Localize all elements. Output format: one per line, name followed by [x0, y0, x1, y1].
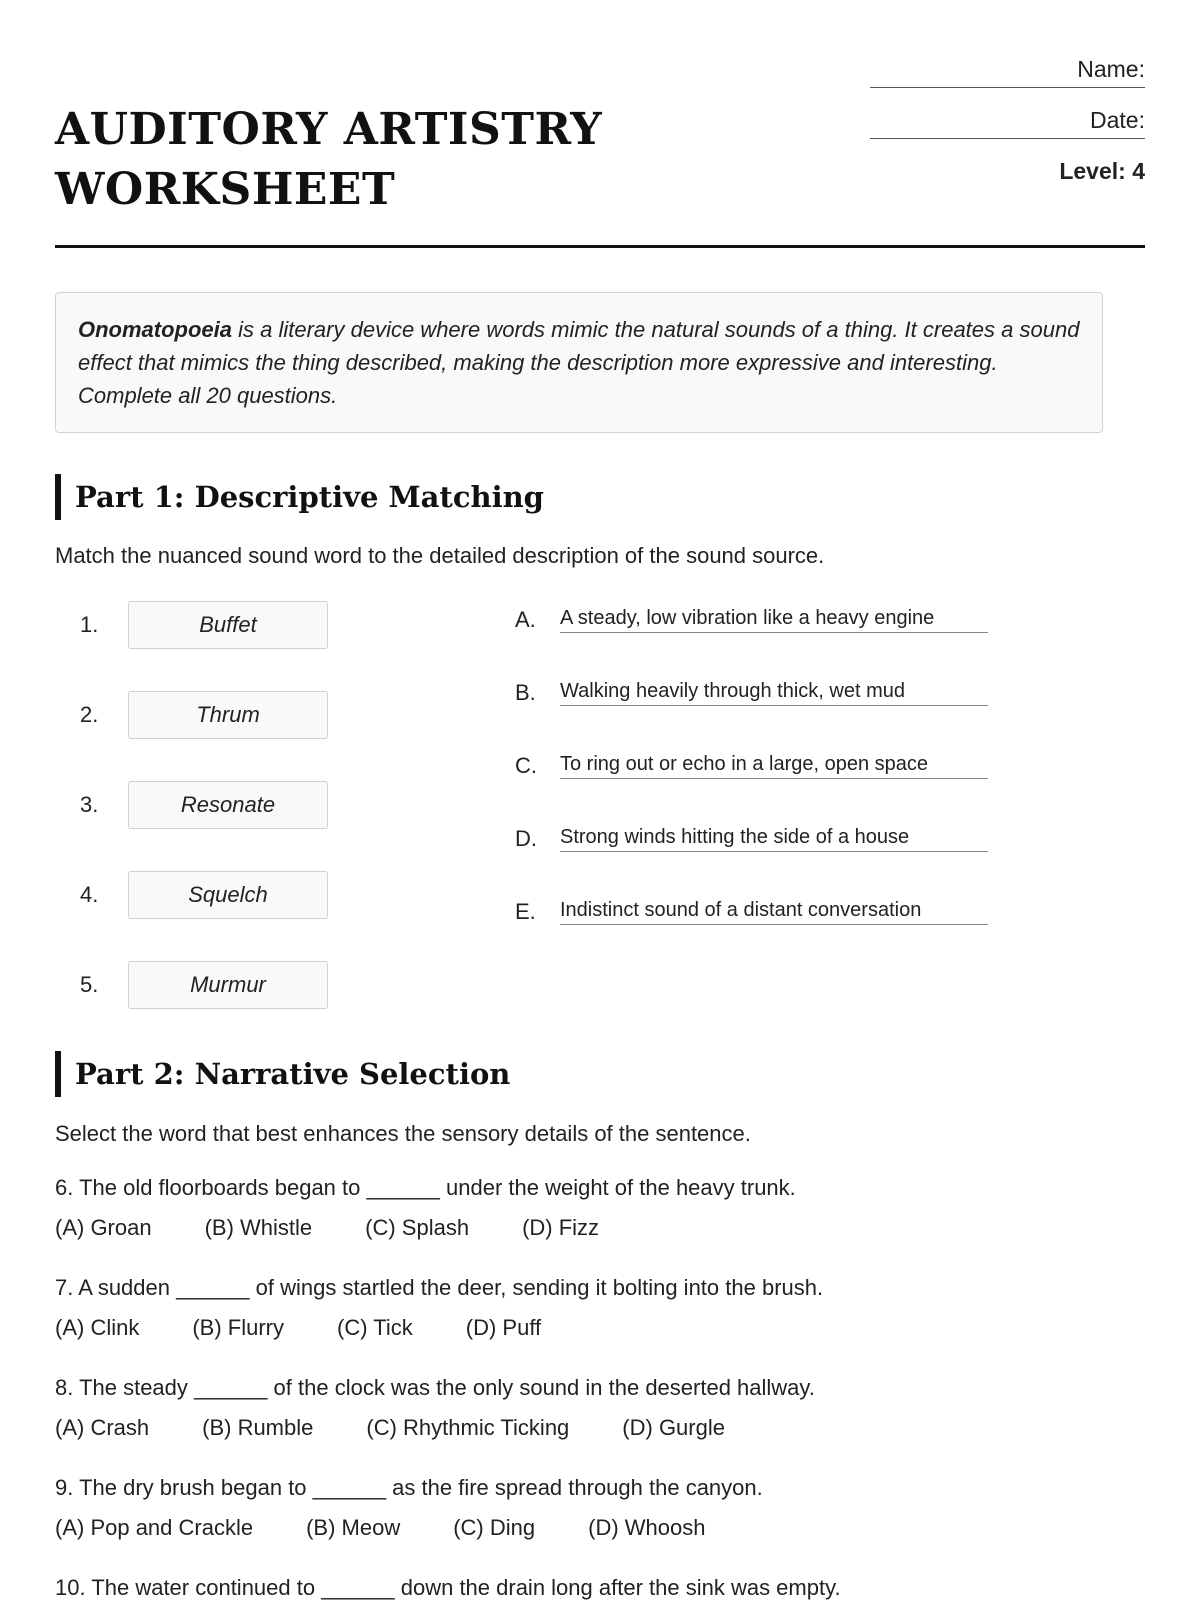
definition-letter: E.: [515, 899, 536, 924]
title-line-1: AUDITORY ARTISTRY: [55, 104, 603, 155]
question-text: 9. The dry brush began to ______ as the fire spread through the canyon.: [55, 1475, 763, 1500]
option-c[interactable]: (C) Splash: [365, 1215, 470, 1240]
definition-text: A steady, low vibration like a heavy engine: [560, 607, 988, 633]
option-b[interactable]: (B) Meow: [306, 1515, 401, 1540]
definition-c: [515, 743, 988, 779]
match-word-2: [80, 691, 328, 739]
option-b[interactable]: (B) Rumble: [202, 1415, 314, 1440]
date-field-line[interactable]: [870, 137, 1145, 139]
option-d[interactable]: (D) Puff: [465, 1315, 542, 1340]
match-word-1: [80, 601, 328, 649]
question-text: 7. A sudden ______ of wings startled the deer, sending it bolting into the brush.: [55, 1275, 824, 1300]
option-a[interactable]: (A) Crash: [55, 1415, 150, 1440]
definition-d: [515, 816, 988, 852]
title-line-2: WORKSHEET: [55, 164, 396, 215]
match-word-box[interactable]: Thrum: [128, 691, 328, 739]
option-c[interactable]: (C) Tick: [337, 1315, 413, 1340]
definition-letter: D.: [515, 826, 537, 851]
intro-box: [55, 292, 1103, 433]
option-c[interactable]: (C) Ding: [453, 1515, 536, 1540]
question-text: 8. The steady ______ of the clock was the only sound in the deserted hallway.: [55, 1375, 815, 1400]
match-word-number: 1.: [80, 612, 99, 637]
date-label: Date:: [1090, 107, 1145, 133]
definition-a: [515, 597, 988, 633]
part2-description: Select the word that best enhances the sensory details of the sentence.: [55, 1121, 751, 1146]
question-options: [55, 1308, 823, 1348]
match-word-number: 2.: [80, 702, 99, 727]
definition-letter: A.: [515, 607, 536, 632]
question-options: [55, 1208, 796, 1248]
definition-b: [515, 670, 988, 706]
name-field-line[interactable]: [870, 86, 1145, 88]
page-title: [55, 100, 635, 220]
match-word-box[interactable]: Murmur: [128, 961, 328, 1009]
option-b[interactable]: (B) Flurry: [192, 1315, 284, 1340]
definition-text: Indistinct sound of a distant conversation: [560, 899, 988, 925]
match-word-4: [80, 871, 328, 919]
option-a[interactable]: (A) Pop and Crackle: [55, 1515, 254, 1540]
question-7: [55, 1268, 823, 1348]
part1-description: Match the nuanced sound word to the detailed description of the sound source.: [55, 543, 825, 568]
definition-text: Walking heavily through thick, wet mud: [560, 680, 988, 706]
option-d[interactable]: (D) Fizz: [522, 1215, 600, 1240]
match-word-box[interactable]: Buffet: [128, 601, 328, 649]
match-word-number: 4.: [80, 882, 99, 907]
question-text: 6. The old floorboards began to ______ under the weight of the heavy trunk.: [55, 1175, 796, 1200]
header-divider: [55, 245, 1145, 248]
option-d[interactable]: (D) Gurgle: [622, 1415, 725, 1440]
question-9: [55, 1468, 763, 1548]
part2-title: Part 2: Narrative Selection: [55, 1051, 510, 1097]
intro-text: is a literary device where words mimic the natural sounds of a thing. It creates a sound effect that mimics the thing described, making the description more expressive and interesting. Complete all 20 questions.: [78, 317, 1080, 408]
question-6: [55, 1168, 796, 1248]
part1-title: Part 1: Descriptive Matching: [55, 474, 544, 520]
intro-term: Onomatopoeia: [78, 317, 233, 342]
student-info: [870, 52, 1145, 188]
option-b[interactable]: (B) Whistle: [204, 1215, 313, 1240]
question-options: [55, 1408, 815, 1448]
definition-e: [515, 889, 988, 925]
definition-letter: C.: [515, 753, 537, 778]
level-label: Level: 4: [1059, 158, 1145, 184]
option-c[interactable]: (C) Rhythmic Ticking: [366, 1415, 570, 1440]
name-label: Name:: [1077, 56, 1145, 82]
definition-letter: B.: [515, 680, 536, 705]
match-word-box[interactable]: Resonate: [128, 781, 328, 829]
option-d[interactable]: (D) Whoosh: [588, 1515, 706, 1540]
option-a[interactable]: (A) Clink: [55, 1315, 140, 1340]
question-10: [55, 1568, 841, 1600]
question-8: [55, 1368, 815, 1448]
match-word-number: 3.: [80, 792, 99, 817]
definition-text: Strong winds hitting the side of a house: [560, 826, 988, 852]
option-a[interactable]: (A) Groan: [55, 1215, 152, 1240]
match-word-box[interactable]: Squelch: [128, 871, 328, 919]
worksheet-header: [55, 0, 1145, 250]
match-word-3: [80, 781, 328, 829]
match-word-number: 5.: [80, 972, 99, 997]
question-text: 10. The water continued to ______ down the drain long after the sink was empty.: [55, 1575, 841, 1600]
definition-text: To ring out or echo in a large, open space: [560, 753, 988, 779]
match-word-5: [80, 961, 328, 1009]
question-options: [55, 1508, 763, 1548]
